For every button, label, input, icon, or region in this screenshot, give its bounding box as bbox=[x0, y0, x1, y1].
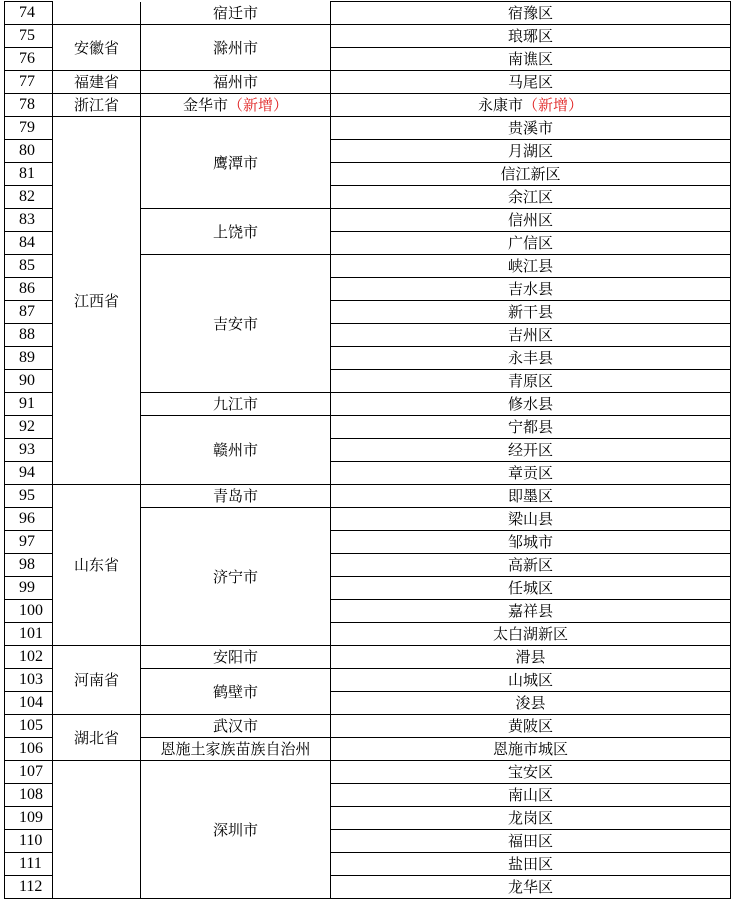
table-row bbox=[5, 2, 731, 25]
region-table bbox=[4, 1, 731, 899]
row-number: 98 bbox=[5, 554, 53, 577]
county-cell: 龙华区 bbox=[331, 876, 731, 899]
county-cell: 山城区 bbox=[331, 669, 731, 692]
row-number: 92 bbox=[5, 416, 53, 439]
city-cell: 滁州市 bbox=[141, 25, 331, 71]
county-cell: 余江区 bbox=[331, 186, 731, 209]
county-cell: 福田区 bbox=[331, 830, 731, 853]
row-number: 90 bbox=[5, 370, 53, 393]
county-cell: 宁都县 bbox=[331, 416, 731, 439]
province-cell bbox=[53, 761, 141, 899]
province-cell: 安徽省 bbox=[53, 25, 141, 71]
row-number: 85 bbox=[5, 255, 53, 278]
row-number: 81 bbox=[5, 163, 53, 186]
county-cell: 章贡区 bbox=[331, 462, 731, 485]
row-number: 84 bbox=[5, 232, 53, 255]
county-name: 永康市 bbox=[477, 96, 523, 114]
row-number: 101 bbox=[5, 623, 53, 646]
city-cell: 安阳市 bbox=[141, 646, 331, 669]
province-cell: 湖北省 bbox=[53, 715, 141, 761]
province-cell: 江西省 bbox=[53, 117, 141, 485]
city-cell: 济宁市 bbox=[141, 508, 331, 646]
county-cell: 高新区 bbox=[331, 554, 731, 577]
row-number: 78 bbox=[5, 94, 53, 117]
row-number: 99 bbox=[5, 577, 53, 600]
row-number: 76 bbox=[5, 48, 53, 71]
row-number: 86 bbox=[5, 278, 53, 301]
table-row bbox=[5, 485, 731, 508]
county-cell: 琅琊区 bbox=[331, 25, 731, 48]
county-cell: 吉州区 bbox=[331, 324, 731, 347]
county-cell: 修水县 bbox=[331, 393, 731, 416]
county-cell: 黄陂区 bbox=[331, 715, 731, 738]
county-cell: 经开区 bbox=[331, 439, 731, 462]
row-number: 80 bbox=[5, 140, 53, 163]
city-cell: 上饶市 bbox=[141, 209, 331, 255]
county-cell: 梁山县 bbox=[331, 508, 731, 531]
row-number: 94 bbox=[5, 462, 53, 485]
city-cell: 武汉市 bbox=[141, 715, 331, 738]
county-cell: 滑县 bbox=[331, 646, 731, 669]
table-row bbox=[5, 25, 731, 48]
row-number: 87 bbox=[5, 301, 53, 324]
row-number: 100 bbox=[5, 600, 53, 623]
row-number: 75 bbox=[5, 25, 53, 48]
county-cell bbox=[331, 94, 731, 117]
row-number: 83 bbox=[5, 209, 53, 232]
row-number: 102 bbox=[5, 646, 53, 669]
county-cell: 南山区 bbox=[331, 784, 731, 807]
row-number: 89 bbox=[5, 347, 53, 370]
county-cell: 浚县 bbox=[331, 692, 731, 715]
table-row bbox=[5, 117, 731, 140]
city-cell: 赣州市 bbox=[141, 416, 331, 485]
county-cell: 龙岗区 bbox=[331, 807, 731, 830]
city-cell: 吉安市 bbox=[141, 255, 331, 393]
county-cell: 即墨区 bbox=[331, 485, 731, 508]
row-number: 112 bbox=[5, 876, 53, 899]
county-cell: 广信区 bbox=[331, 232, 731, 255]
county-cell: 任城区 bbox=[331, 577, 731, 600]
row-number: 110 bbox=[5, 830, 53, 853]
row-number: 79 bbox=[5, 117, 53, 140]
table-row bbox=[5, 646, 731, 669]
row-number: 104 bbox=[5, 692, 53, 715]
province-cell: 福建省 bbox=[53, 71, 141, 94]
row-number: 93 bbox=[5, 439, 53, 462]
row-number: 88 bbox=[5, 324, 53, 347]
row-number: 107 bbox=[5, 761, 53, 784]
county-cell: 吉水县 bbox=[331, 278, 731, 301]
county-cell: 嘉祥县 bbox=[331, 600, 731, 623]
city-cell: 宿迁市 bbox=[141, 2, 331, 25]
city-cell: 鹰潭市 bbox=[141, 117, 331, 209]
county-cell: 盐田区 bbox=[331, 853, 731, 876]
row-number: 77 bbox=[5, 71, 53, 94]
city-cell: 福州市 bbox=[141, 71, 331, 94]
row-number: 96 bbox=[5, 508, 53, 531]
county-cell: 马尾区 bbox=[331, 71, 731, 94]
county-cell: 宝安区 bbox=[331, 761, 731, 784]
city-cell: 恩施土家族苗族自治州 bbox=[141, 738, 331, 761]
city-cell: 鹤壁市 bbox=[141, 669, 331, 715]
table-row bbox=[5, 761, 731, 784]
row-number: 109 bbox=[5, 807, 53, 830]
row-number: 105 bbox=[5, 715, 53, 738]
table-row bbox=[5, 715, 731, 738]
row-number: 108 bbox=[5, 784, 53, 807]
row-number: 91 bbox=[5, 393, 53, 416]
city-name: 金华市 bbox=[182, 96, 228, 114]
table-row bbox=[5, 94, 731, 117]
city-cell: 青岛市 bbox=[141, 485, 331, 508]
province-cell: 山东省 bbox=[53, 485, 141, 646]
row-number: 82 bbox=[5, 186, 53, 209]
row-number: 106 bbox=[5, 738, 53, 761]
city-cell bbox=[141, 94, 331, 117]
row-number: 111 bbox=[5, 853, 53, 876]
county-cell: 峡江县 bbox=[331, 255, 731, 278]
county-cell: 永丰县 bbox=[331, 347, 731, 370]
county-cell: 贵溪市 bbox=[331, 117, 731, 140]
row-number: 74 bbox=[5, 2, 53, 25]
province-cell: 河南省 bbox=[53, 646, 141, 715]
county-cell: 邹城市 bbox=[331, 531, 731, 554]
city-cell: 九江市 bbox=[141, 393, 331, 416]
county-cell: 信州区 bbox=[331, 209, 731, 232]
province-cell bbox=[53, 2, 141, 25]
county-cell: 南谯区 bbox=[331, 48, 731, 71]
county-cell: 月湖区 bbox=[331, 140, 731, 163]
new-tag: （新增） bbox=[523, 96, 584, 114]
row-number: 97 bbox=[5, 531, 53, 554]
county-cell: 宿豫区 bbox=[331, 2, 731, 25]
row-number: 103 bbox=[5, 669, 53, 692]
province-cell: 浙江省 bbox=[53, 94, 141, 117]
new-tag: （新增） bbox=[228, 96, 289, 114]
county-cell: 新干县 bbox=[331, 301, 731, 324]
city-cell: 深圳市 bbox=[141, 761, 331, 899]
table-row bbox=[5, 71, 731, 94]
county-cell: 信江新区 bbox=[331, 163, 731, 186]
county-cell: 恩施市城区 bbox=[331, 738, 731, 761]
county-cell: 太白湖新区 bbox=[331, 623, 731, 646]
row-number: 95 bbox=[5, 485, 53, 508]
county-cell: 青原区 bbox=[331, 370, 731, 393]
